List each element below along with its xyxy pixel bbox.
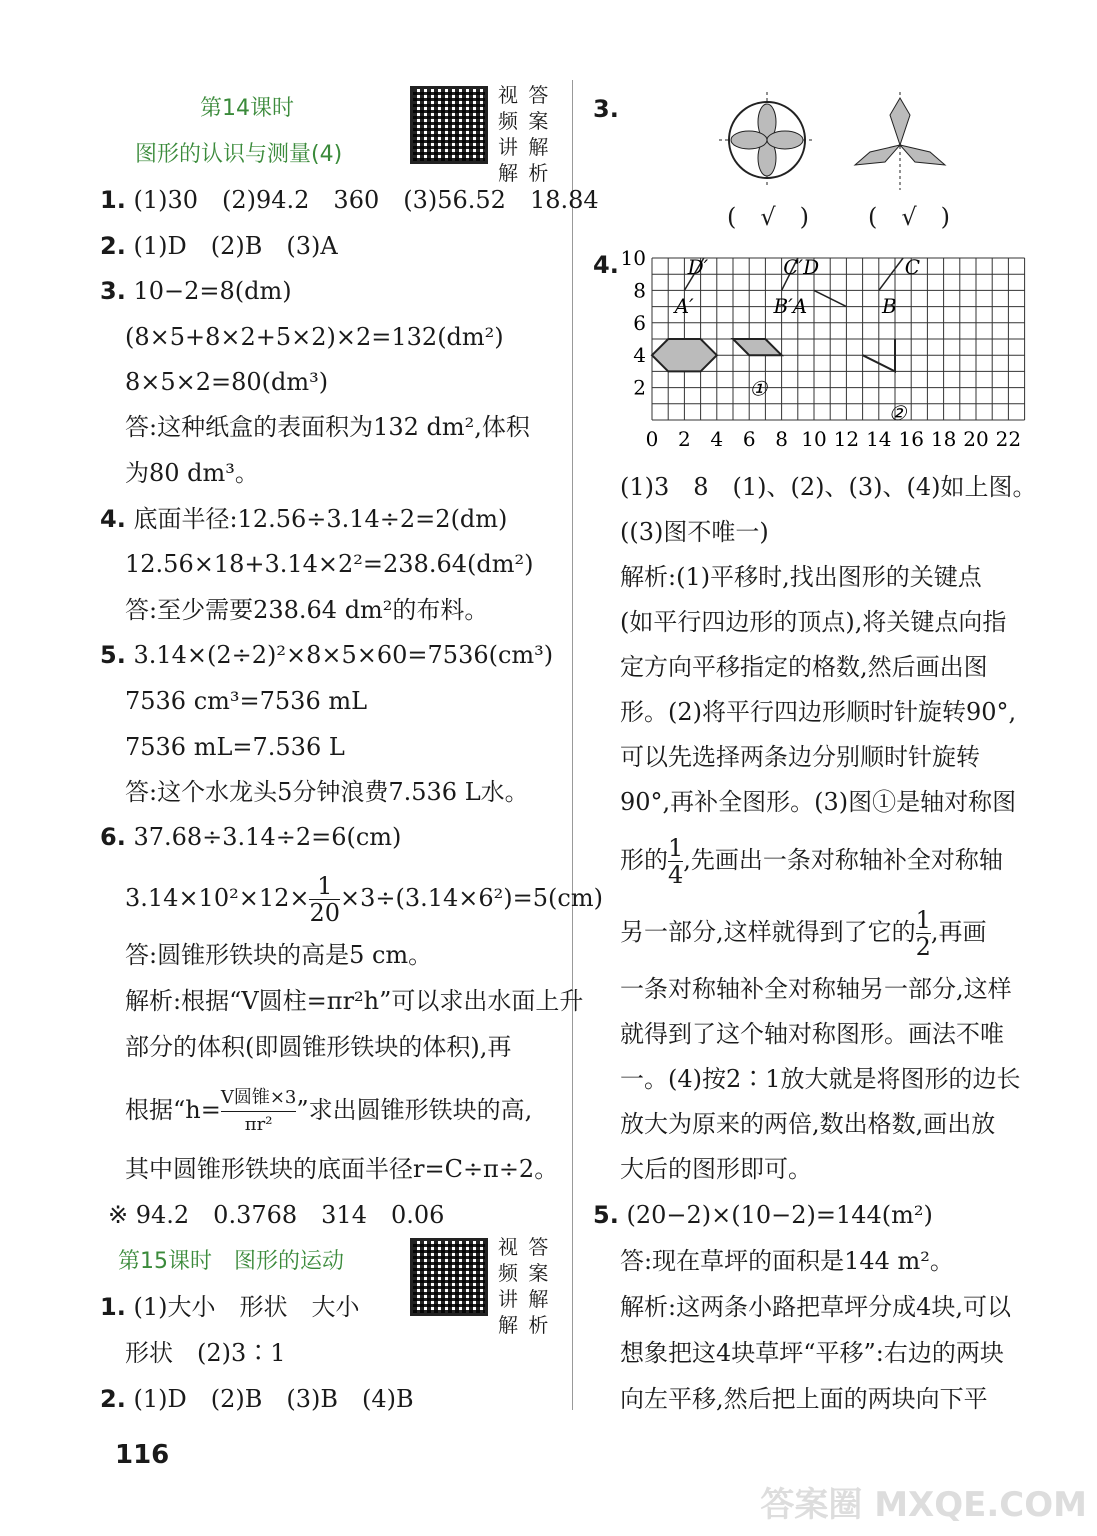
q6-line: 3.14×10²×12× $\frac{1}{20}$ ×3÷(3.14×6²)=5(cm)	[125, 872, 603, 927]
watermark: 答案圈 MXQE.COM	[760, 1485, 1087, 1525]
x-tick-label: 10	[801, 427, 827, 451]
q3-answer: 答:这种纸盒的表面积为132 dm²,体积	[125, 413, 530, 441]
q4-analysis: (如平行四边形的顶点),将关键点向指	[620, 608, 1007, 636]
q4-analysis: 另一部分,这样就得到了它的 $\frac{1}{2}$ ,再画	[620, 906, 987, 961]
shape-hexagon	[652, 339, 717, 371]
star-figure	[855, 92, 945, 190]
point-label: C′D	[783, 255, 820, 279]
point-label: B′A	[773, 293, 808, 318]
q4-analysis: 形。(2)将平行四边形顺时针旋转90°,	[620, 698, 1017, 726]
x-tick-label: 8	[775, 427, 788, 451]
fraction: $\frac{1}{2}$	[915, 906, 931, 961]
q5-line: 7536 cm³=7536 mL	[125, 687, 368, 715]
s15-q1-line: 形状 (2)3∶1	[125, 1339, 286, 1367]
x-tick-label: 6	[742, 427, 756, 451]
q4-analysis: 放大为原来的两倍,数出格数,画出放	[620, 1110, 996, 1138]
point-label: C	[904, 255, 921, 279]
fraction: $\frac{\text{V圆锥×3}}{\text{πr²}}$	[220, 1087, 297, 1135]
q4-analysis: 定方向平移指定的格数,然后画出图	[620, 653, 988, 681]
q4-analysis: 90°,再补全图形。(3)图①是轴对称图	[620, 788, 1017, 816]
x-tick-label: 4	[710, 427, 724, 451]
q5-answer: 答:现在草坪的面积是144 m²。	[620, 1247, 954, 1275]
qr-code	[410, 86, 488, 164]
q5-analysis: 向左平移,然后把上面的两块向下平	[620, 1385, 988, 1413]
column-divider	[572, 80, 573, 1410]
q4-line: 12.56×18+3.14×2²=238.64(dm²)	[125, 550, 534, 578]
x-tick-label: 18	[930, 427, 957, 451]
q4-analysis: 就得到了这个轴对称图形。画法不唯	[620, 1020, 1004, 1048]
mark-1: ( √ )	[727, 203, 810, 231]
q4-line: 4. 底面半径:12.56÷3.14÷2=2(dm)	[100, 505, 508, 533]
y-tick-label: 2	[633, 375, 646, 400]
q6-analysis: 部分的体积(即圆锥形铁块的体积),再	[125, 1033, 512, 1061]
q3-answer: 为80 dm³。	[125, 459, 259, 487]
y-tick-label: 6	[633, 310, 646, 335]
q6-analysis: 其中圆锥形铁块的底面半径r=C÷π÷2。	[125, 1155, 559, 1183]
q6-analysis: 解析:根据“V圆柱=πr²h”可以求出水面上升	[125, 987, 584, 1015]
y-tick-label: 8	[633, 278, 646, 303]
q4-analysis: 一条对称轴补全对称轴另一部分,这样	[620, 975, 1012, 1003]
point-label: A′	[674, 293, 694, 318]
coordinate-grid	[620, 248, 1050, 458]
q4-answer: ((3)图不唯一)	[620, 518, 769, 546]
q4-number: 4.	[593, 251, 619, 279]
extra-answers: ※ 94.2 0.3768 314 0.06	[108, 1201, 445, 1229]
fraction: $\frac{1}{20}$	[309, 872, 341, 927]
x-tick-label: 14	[866, 427, 892, 451]
shape-parallelogram	[733, 339, 782, 355]
symmetry-figures	[715, 90, 955, 200]
q3-number: 3.	[593, 95, 619, 123]
qr-label: 视 答 频 案 讲 解 解 析	[498, 83, 551, 185]
point-label: B	[882, 293, 897, 318]
q5-line: 5. (20−2)×(10−2)=144(m²)	[593, 1201, 933, 1229]
q4-answer: (1)3 8 (1)、(2)、(3)、(4)如上图。	[620, 473, 1037, 501]
x-tick-label: 2	[678, 427, 691, 451]
y-tick-label: 4	[633, 343, 646, 368]
point-label: ②	[888, 400, 907, 425]
section14-subtitle: 图形的认识与测量(4)	[135, 142, 343, 167]
q4-analysis: 可以先选择两条边分别顺时针旋转	[620, 743, 980, 771]
q3-line: 3. 10−2=8(dm)	[100, 277, 292, 305]
qr-code	[410, 1238, 488, 1316]
flower-figure	[719, 92, 815, 188]
x-tick-label: 12	[833, 427, 860, 451]
x-tick-label: 16	[898, 427, 924, 451]
y-tick-label: 10	[620, 248, 646, 270]
q4-analysis: 大后的图形即可。	[620, 1155, 812, 1183]
x-tick-label: 20	[963, 427, 989, 451]
q3-line: 8×5×2=80(dm³)	[125, 368, 329, 396]
q6-analysis: 根据“h= $\frac{\text{V圆锥×3}}{\text{πr²}}$ ”求出圆锥形铁块的高,	[125, 1080, 532, 1140]
section15-title: 第15课时 图形的运动	[118, 1249, 344, 1274]
q3-line: (8×5+8×2+5×2)×2=132(dm²)	[125, 323, 504, 351]
q4-analysis: 形的 $\frac{1}{4}$ ,先画出一条对称轴补全对称轴	[620, 834, 1003, 889]
point-label: D′	[687, 255, 709, 279]
q4-answer: 答:至少需要238.64 dm²的布料。	[125, 596, 489, 624]
point-label: ①	[749, 376, 768, 401]
s15-q1-line: 1. (1)大小 形状 大小	[100, 1293, 360, 1321]
qr-label: 视 答 频 案 讲 解 解 析	[498, 1235, 551, 1337]
page-number: 116	[115, 1440, 170, 1470]
q6-line: 6. 37.68÷3.14÷2=6(cm)	[100, 823, 402, 851]
q5-line: 7536 mL=7.536 L	[125, 733, 345, 761]
section14-title: 第14课时	[200, 96, 294, 121]
mark-2: ( √ )	[868, 203, 951, 231]
q4-analysis: 一。(4)按2∶1放大就是将图形的边长	[620, 1065, 1021, 1093]
x-tick-label: 0	[645, 427, 659, 451]
q5-line: 5. 3.14×(2÷2)²×8×5×60=7536(cm³)	[100, 641, 554, 669]
q5-answer: 答:这个水龙头5分钟浪费7.536 L水。	[125, 778, 529, 806]
q1-line: 1. (1)30 (2)94.2 360 (3)56.52 18.84	[100, 186, 599, 214]
q2-line: 2. (1)D (2)B (3)A	[100, 232, 338, 260]
q6-answer: 答:圆锥形铁块的高是5 cm。	[125, 941, 433, 969]
x-tick-label: 22	[995, 427, 1022, 451]
q5-analysis: 解析:这两条小路把草坪分成4块,可以	[620, 1293, 1011, 1321]
q5-analysis: 想象把这4块草坪“平移”:右边的两块	[620, 1339, 1004, 1367]
fraction: $\frac{1}{4}$	[668, 834, 684, 889]
s15-q2-line: 2. (1)D (2)B (3)B (4)B	[100, 1385, 414, 1413]
q4-analysis: 解析:(1)平移时,找出图形的关键点	[620, 563, 982, 591]
